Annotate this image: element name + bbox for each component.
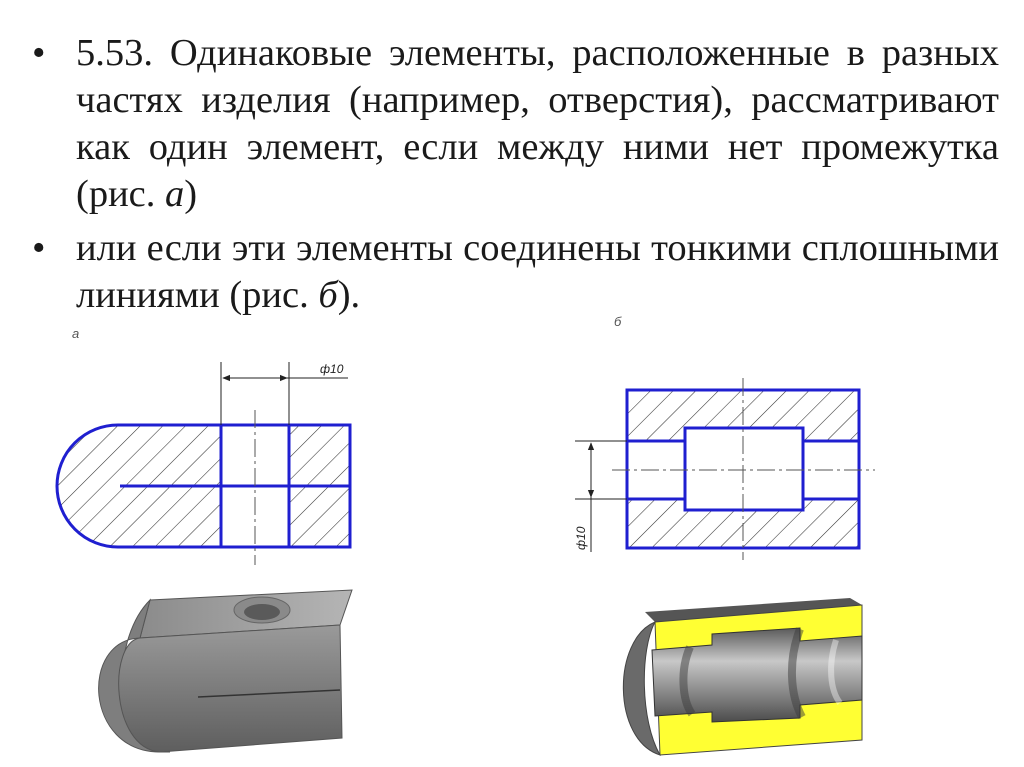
figure-ref-a: а bbox=[165, 173, 185, 215]
bullet-item-1 bbox=[24, 30, 999, 218]
hole-3d-inner bbox=[244, 604, 280, 620]
drawing-a-3d bbox=[99, 590, 352, 752]
bullet-text-tail: ). bbox=[337, 274, 361, 316]
bullet-marker: • bbox=[32, 32, 46, 74]
bullet-text bbox=[76, 30, 999, 218]
bullet-text-main: или если эти элементы соединены тонкими сплошными линиями (рис. bbox=[76, 227, 999, 316]
figure-label-b: б bbox=[614, 314, 622, 329]
figure-area bbox=[0, 300, 1024, 767]
bullet-marker: • bbox=[32, 227, 46, 269]
bullet-text-main: 5.53. Одинаковые элементы, расположенные в разных частях изделия (например, отверстия), рассматривают как один элемент, если между ними нет промежутка (рис. bbox=[76, 32, 999, 215]
part-front-face bbox=[119, 625, 342, 752]
slide-text bbox=[24, 30, 999, 326]
dimension-label-b: ф10 bbox=[574, 526, 588, 550]
dimension-label-a: ф10 bbox=[320, 362, 344, 376]
figure-label-a: а bbox=[72, 326, 80, 341]
drawing-a-plan bbox=[50, 362, 352, 565]
figure-ref-b: б bbox=[318, 274, 338, 316]
drawing-b-3d bbox=[623, 598, 862, 755]
technical-drawings bbox=[0, 300, 1024, 767]
drawing-b-section bbox=[574, 378, 875, 560]
bullet-text-tail: ) bbox=[184, 173, 198, 215]
